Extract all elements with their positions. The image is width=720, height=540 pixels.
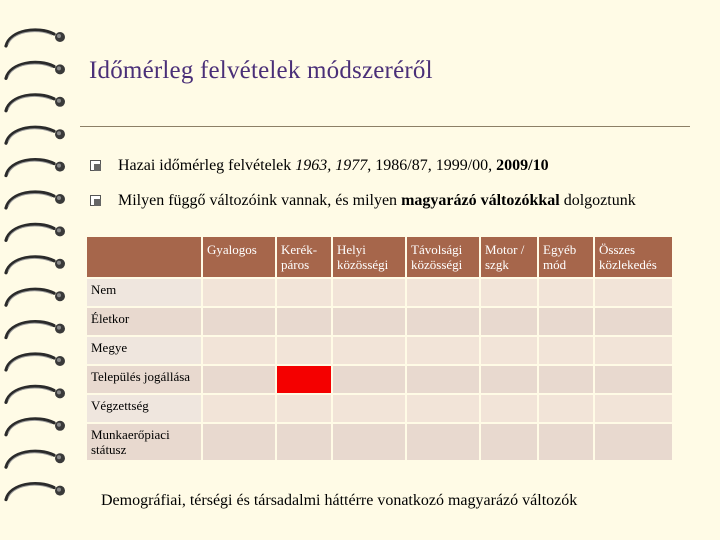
column-header: Motor / szgk <box>480 236 538 278</box>
spiral-ring-icon <box>6 322 65 338</box>
spiral-ring-icon <box>6 192 65 208</box>
table-cell <box>332 423 406 461</box>
spiral-ring-icon <box>6 419 65 435</box>
table-header-row <box>86 236 673 278</box>
table-cell <box>202 278 276 307</box>
column-header: Távolsági közösségi <box>406 236 480 278</box>
table-cell <box>480 336 538 365</box>
column-header: Gyalogos <box>202 236 276 278</box>
bullet-2-text <box>118 191 678 211</box>
column-header: Egyéb mód <box>538 236 594 278</box>
table-cell <box>480 394 538 423</box>
table-cell <box>406 394 480 423</box>
table-cell <box>202 423 276 461</box>
table-cell <box>594 307 673 336</box>
spiral-ring-icon <box>6 62 65 78</box>
table-cell <box>406 423 480 461</box>
table-row <box>86 394 673 423</box>
table-cell <box>276 423 332 461</box>
footer-caption: Demográfiai, térségi és társadalmi háttérre vonatkozó magyarázó változók <box>101 492 578 509</box>
table-cell <box>276 278 332 307</box>
bullet-2-part: Milyen függő változóink vannak, és milyen <box>118 192 402 209</box>
column-header: Kerék- páros <box>276 236 332 278</box>
slide-title: Időmérleg felvételek módszeréről <box>89 57 433 84</box>
table-cell <box>332 394 406 423</box>
table-cell <box>594 394 673 423</box>
row-header: Nem <box>86 278 202 307</box>
table-cell <box>538 423 594 461</box>
bullet-1-part: 2009/10 <box>496 157 549 174</box>
table-cell <box>202 336 276 365</box>
variables-table <box>85 235 674 462</box>
table-cell <box>480 278 538 307</box>
bullet-1-part: 1963, 1977 <box>295 157 368 174</box>
row-header: Végzettség <box>86 394 202 423</box>
row-header: Életkor <box>86 307 202 336</box>
table-cell <box>276 394 332 423</box>
table-row <box>86 423 673 461</box>
table-cell <box>332 278 406 307</box>
bullet-2-part: dolgoztunk <box>559 192 636 209</box>
table-body <box>86 278 673 461</box>
table-cell <box>406 307 480 336</box>
spiral-ring-icon <box>6 289 65 305</box>
spiral-ring-icon <box>6 160 65 176</box>
spiral-binding <box>0 0 78 540</box>
table-cell <box>276 336 332 365</box>
table-cell <box>538 365 594 394</box>
table-cell <box>332 336 406 365</box>
table-cell <box>594 278 673 307</box>
bullet-1-part: Hazai időmérleg felvételek <box>118 157 296 174</box>
bullet-1 <box>90 156 690 176</box>
table-row <box>86 365 673 394</box>
table-cell <box>202 394 276 423</box>
table-cell <box>480 423 538 461</box>
bullet-1-part: , 1986/87, 1999/00, <box>367 157 497 174</box>
square-bullet-icon <box>90 195 101 206</box>
spiral-ring-icon <box>6 257 65 273</box>
table-row <box>86 336 673 365</box>
row-header: Munkaerőpiaci státusz <box>86 423 202 461</box>
table-cell <box>594 423 673 461</box>
table-row <box>86 307 673 336</box>
spiral-ring-icon <box>6 354 65 370</box>
bullet-2 <box>90 191 690 231</box>
table-cell <box>538 278 594 307</box>
square-bullet-icon <box>90 160 101 171</box>
table-cell <box>594 365 673 394</box>
column-header: Helyi közösségi <box>332 236 406 278</box>
table-cell <box>406 365 480 394</box>
table-cell <box>538 336 594 365</box>
table-cell <box>480 307 538 336</box>
table-cell <box>332 307 406 336</box>
table-row <box>86 278 673 307</box>
row-header: Megye <box>86 336 202 365</box>
highlighted-cell <box>276 365 332 394</box>
spiral-ring-icon <box>6 95 65 111</box>
table-cell <box>594 336 673 365</box>
table-corner-cell <box>86 236 202 278</box>
title-divider <box>80 126 690 127</box>
table-cell <box>202 307 276 336</box>
column-header: Összes közlekedés <box>594 236 673 278</box>
table-cell <box>538 394 594 423</box>
table-cell <box>406 278 480 307</box>
table-cell <box>480 365 538 394</box>
bullet-1-text <box>118 156 678 176</box>
table-cell <box>202 365 276 394</box>
table-cell <box>406 336 480 365</box>
row-header: Település jogállása <box>86 365 202 394</box>
spiral-ring-icon <box>6 30 65 46</box>
table-cell <box>332 365 406 394</box>
table-cell <box>276 307 332 336</box>
spiral-ring-icon <box>6 386 65 402</box>
spiral-ring-icon <box>6 484 65 500</box>
spiral-ring-icon <box>6 224 65 240</box>
spiral-ring-icon <box>6 451 65 467</box>
table-cell <box>538 307 594 336</box>
spiral-ring-icon <box>6 127 65 143</box>
bullet-2-part: magyarázó változókkal <box>401 192 560 209</box>
